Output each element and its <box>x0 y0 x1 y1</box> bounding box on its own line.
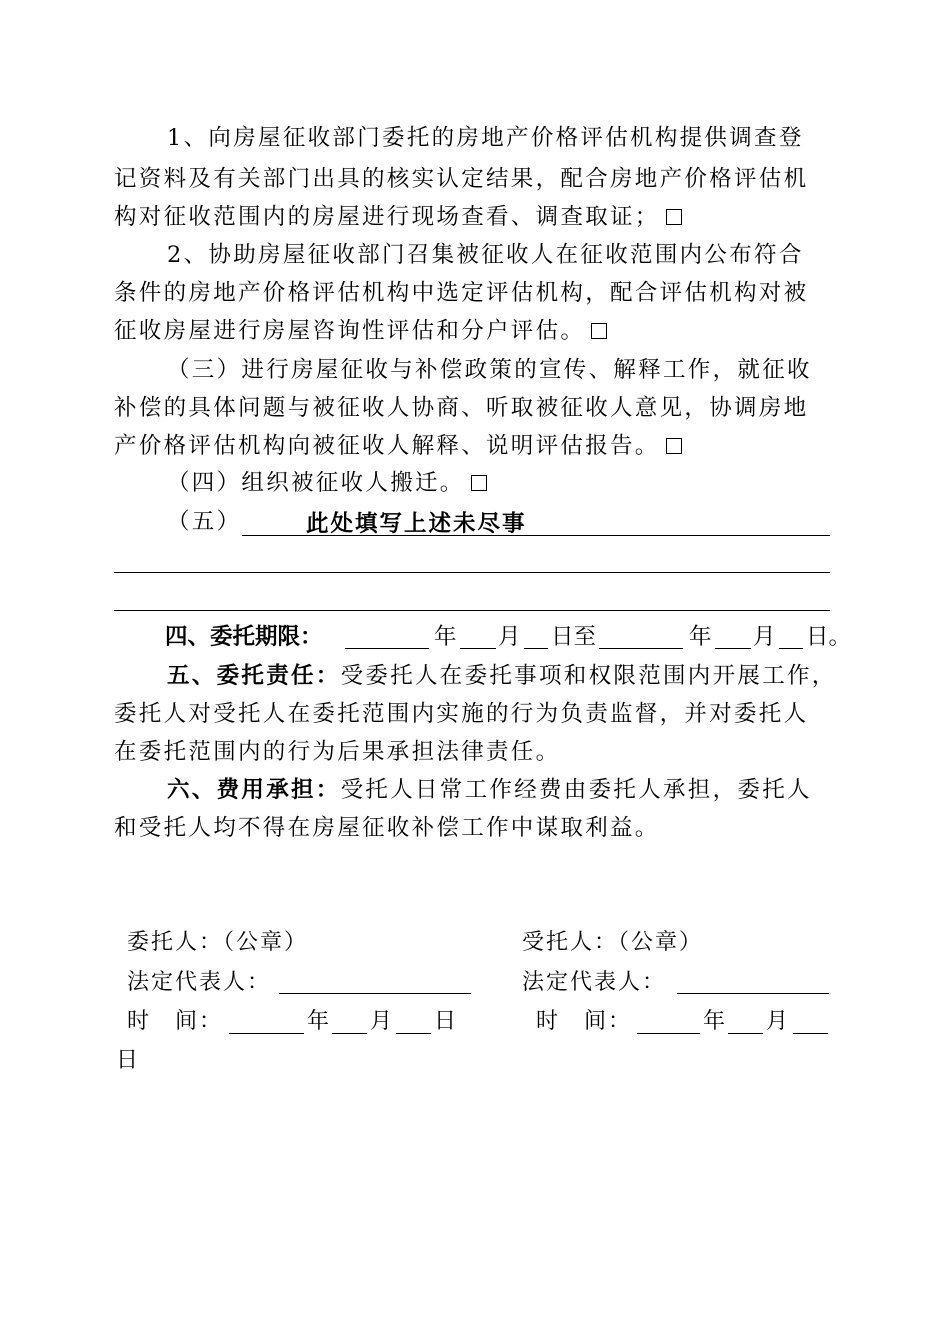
item3-line3-text: 产价格评估机构向被征收人解释、说明评估报告。 <box>114 433 660 459</box>
agent-day-blank[interactable] <box>793 1033 828 1034</box>
item3-line2: 补偿的具体问题与被征收人协商、听取被征收人意见，协调房地 <box>114 395 809 421</box>
item5-fill-text[interactable]: 此处填写上述未尽事 <box>306 511 527 537</box>
blank-line-1[interactable] <box>114 572 830 573</box>
term-month-label: 月 <box>498 624 521 650</box>
item1-line3-text: 构对征收范围内的房屋进行现场查看、调查取证； <box>114 204 660 230</box>
item5-underline <box>242 535 830 536</box>
principal-time-label: 时 间： <box>127 1009 224 1034</box>
item3-line1: （三）进行房屋征收与补偿政策的宣传、解释工作，就征收 <box>167 357 812 383</box>
item1-line3 <box>114 198 834 236</box>
term-month2-label: 月 <box>753 624 776 650</box>
item2-line3 <box>114 312 834 350</box>
agent-month-label: 月 <box>766 1009 791 1034</box>
principal-rep-label: 法定代表人： <box>127 970 272 995</box>
term-end-day-blank[interactable] <box>779 648 803 649</box>
principal-rep-blank[interactable] <box>279 993 471 994</box>
agent-rep-blank[interactable] <box>677 993 829 994</box>
agent-month-blank[interactable] <box>728 1033 763 1034</box>
cost-line1-text: 受托人日常工作经费由委托人承担，委托人 <box>340 777 812 803</box>
item2-line3-text: 征收房屋进行房屋咨询性评估和分户评估。 <box>114 318 586 344</box>
term-heading: 四、委托期限： <box>165 624 323 650</box>
principal-month-blank[interactable] <box>332 1033 367 1034</box>
blank-line-2[interactable] <box>114 610 830 611</box>
term-day-end-label: 日。 <box>806 624 852 650</box>
item1-line1: 1、向房屋征收部门委托的房地产价格评估机构提供调查登 <box>167 125 804 151</box>
item4-text: （四）组织被征收人搬迁。 <box>167 470 465 496</box>
item2-line2: 条件的房地产价格评估机构中选定评估机构，配合评估机构对被 <box>114 280 809 306</box>
checkbox-item4[interactable] <box>471 475 487 491</box>
checkbox-item3[interactable] <box>666 438 682 454</box>
responsibility-line2: 委托人对受托人在委托范围内实施的行为负责监督，并对委托人 <box>114 701 809 727</box>
agent-rep-label: 法定代表人： <box>522 970 667 995</box>
agent-year-label: 年 <box>703 1009 728 1034</box>
term-start-year-blank[interactable] <box>345 648 429 649</box>
cost-line1 <box>167 771 834 809</box>
term-day-to-label: 日至 <box>551 624 597 650</box>
principal-day-label: 日 <box>434 1009 459 1034</box>
item4-line <box>167 464 834 502</box>
principal-month-label: 月 <box>370 1009 395 1034</box>
term-end-month-blank[interactable] <box>715 648 751 649</box>
item3-line3 <box>114 427 834 465</box>
principal-day-blank[interactable] <box>396 1033 431 1034</box>
agent-day-label: 日 <box>116 1048 141 1073</box>
term-end-year-blank[interactable] <box>599 648 683 649</box>
agent-party: 受托人：（公章） <box>522 930 704 955</box>
principal-party: 委托人：（公章） <box>127 930 309 955</box>
cost-line2: 和受托人均不得在房屋征收补偿工作中谋取利益。 <box>114 815 660 841</box>
responsibility-line3: 在委托范围内的行为后果承担法律责任。 <box>114 739 561 765</box>
term-year2-label: 年 <box>689 624 712 650</box>
responsibility-heading: 五、委托责任： <box>167 663 341 689</box>
responsibility-line1 <box>167 657 857 695</box>
cost-heading: 六、费用承担： <box>167 777 341 803</box>
item1-line2: 记资料及有关部门出具的核实认定结果，配合房地产价格评估机 <box>114 166 809 192</box>
responsibility-line1-text: 受委托人在委托事项和权限范围内开展工作， <box>340 663 837 689</box>
checkbox-item1[interactable] <box>666 209 682 225</box>
item2-line1: 2、协助房屋征收部门召集被征收人在征收范围内公布符合 <box>167 242 804 268</box>
term-start-day-blank[interactable] <box>524 648 548 649</box>
item5-label: （五） <box>167 509 242 535</box>
agent-time-label: 时 间： <box>536 1009 633 1034</box>
principal-year-label: 年 <box>307 1009 332 1034</box>
term-start-month-blank[interactable] <box>460 648 496 649</box>
agent-year-blank[interactable] <box>637 1033 700 1034</box>
term-year-label: 年 <box>434 624 457 650</box>
checkbox-item2[interactable] <box>591 323 607 339</box>
principal-year-blank[interactable] <box>229 1033 304 1034</box>
